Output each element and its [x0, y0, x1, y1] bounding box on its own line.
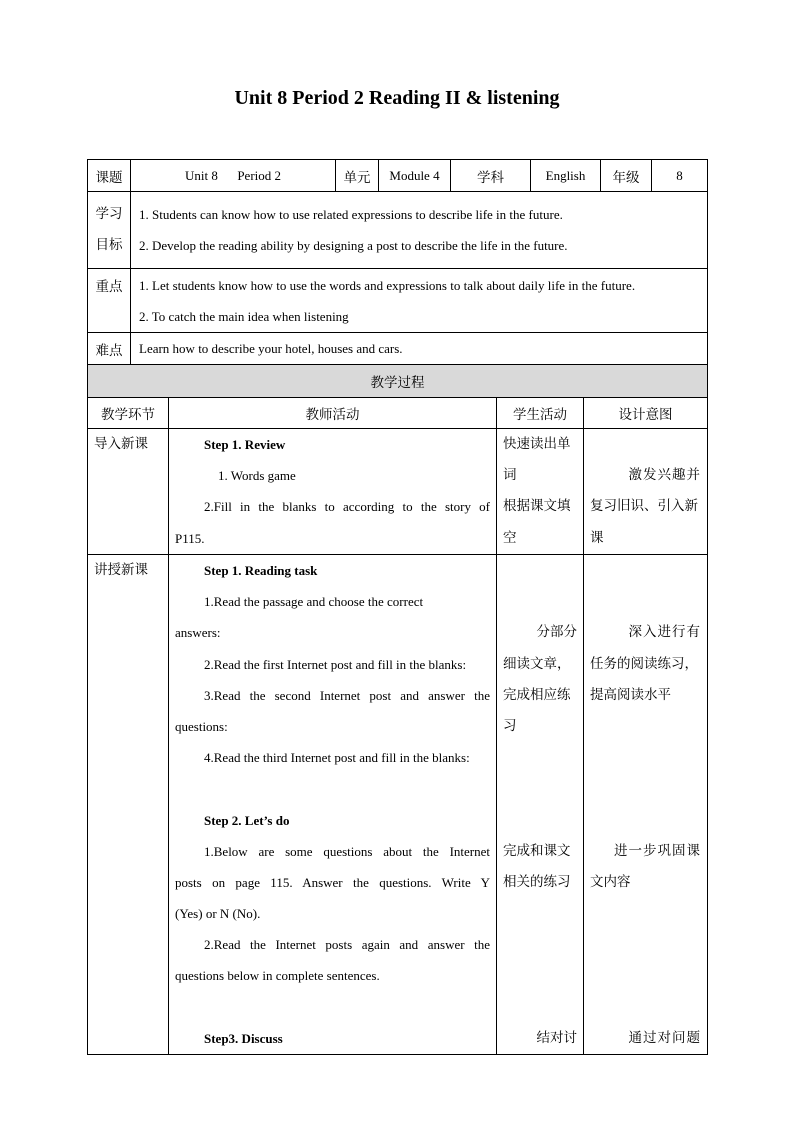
goals-label: 学习 目标: [88, 192, 131, 269]
danyuan-label: 单元: [336, 160, 379, 192]
step-item: 1.Read the passage and choose the correct: [204, 594, 424, 610]
step-item: 1.Below are some questions about the Internet: [204, 843, 490, 859]
key-label: 重点: [88, 269, 131, 333]
step-lets-do: Step 2. Let’s do: [204, 812, 290, 828]
step-item: questions:: [175, 718, 228, 734]
info-table: [87, 159, 708, 365]
step-item: answers:: [175, 625, 221, 641]
header-student: 学生活动: [497, 398, 584, 429]
step-item: 3.Read the second Internet post and answer the: [204, 687, 490, 703]
keti-label: 课题: [88, 160, 131, 192]
student-intro: 快速读出单 词 根据课文填 空: [497, 429, 584, 555]
difficult-label: 难点: [88, 333, 131, 365]
header-intent: 设计意图: [584, 398, 708, 429]
step-item: questions below in complete sentences.: [175, 968, 380, 984]
step-item: 2.Read the first Internet post and fill in the blanks:: [204, 656, 467, 672]
difficult-value: Learn how to describe your hotel, houses and cars.: [131, 333, 708, 365]
key-item: 2. To catch the main idea when listening: [139, 308, 349, 324]
section-title: 教学过程: [88, 365, 708, 398]
step-review: Step 1. Review: [204, 437, 286, 452]
teacher-new: [169, 555, 497, 1055]
danyuan-value: Module 4: [379, 160, 451, 192]
step-discuss: Step3. Discuss: [204, 1030, 283, 1046]
xueke-value: English: [531, 160, 601, 192]
step-reading: Step 1. Reading task: [204, 563, 318, 578]
goals-cell: [131, 192, 708, 269]
step-item: P115.: [175, 530, 205, 546]
step-item: (Yes) or N (No).: [175, 906, 261, 922]
header-stage: 教学环节: [88, 398, 169, 429]
stage-new: 讲授新课: [88, 555, 169, 1055]
nianji-label: 年级: [601, 160, 652, 192]
step-item: 4.Read the third Internet post and fill in the blanks:: [204, 750, 470, 766]
process-table: [87, 364, 708, 1055]
step-item: 1. Words game: [218, 468, 296, 484]
page-title: Unit 8 Period 2 Reading II & listening: [234, 87, 560, 109]
step-item: posts on page 115. Answer the questions. Write Y: [175, 874, 490, 890]
header-teacher: 教师活动: [169, 398, 497, 429]
key-item: 1. Let students know how to use the words and expressions to talk about daily life in the future.: [139, 277, 636, 293]
step-item: 2.Fill in the blanks to according to the story of: [204, 499, 490, 515]
xueke-label: 学科: [451, 160, 531, 192]
key-cell: [131, 269, 708, 333]
goal-item: 2. Develop the reading ability by designing a post to describe the life in the future.: [139, 238, 568, 253]
intent-intro: 激发兴趣并 复习旧识、引入新 课: [584, 429, 708, 555]
stage-intro: 导入新课: [88, 429, 169, 555]
keti-value: Unit 8 Period 2: [131, 160, 336, 192]
student-new: 分部分 细读文章， 完成相应练 习 完成和课文 相关的练习 结对讨: [497, 555, 584, 1055]
nianji-value: 8: [652, 160, 708, 192]
teacher-intro: [169, 429, 497, 555]
goal-item: 1. Students can know how to use related expressions to describe life in the future.: [139, 207, 563, 222]
step-item: 2.Read the Internet posts again and answer the: [204, 937, 490, 953]
intent-new: 深入进行有 任务的阅读练习， 提高阅读水平 进一步巩固课 文内容 通过对问题: [584, 555, 708, 1055]
